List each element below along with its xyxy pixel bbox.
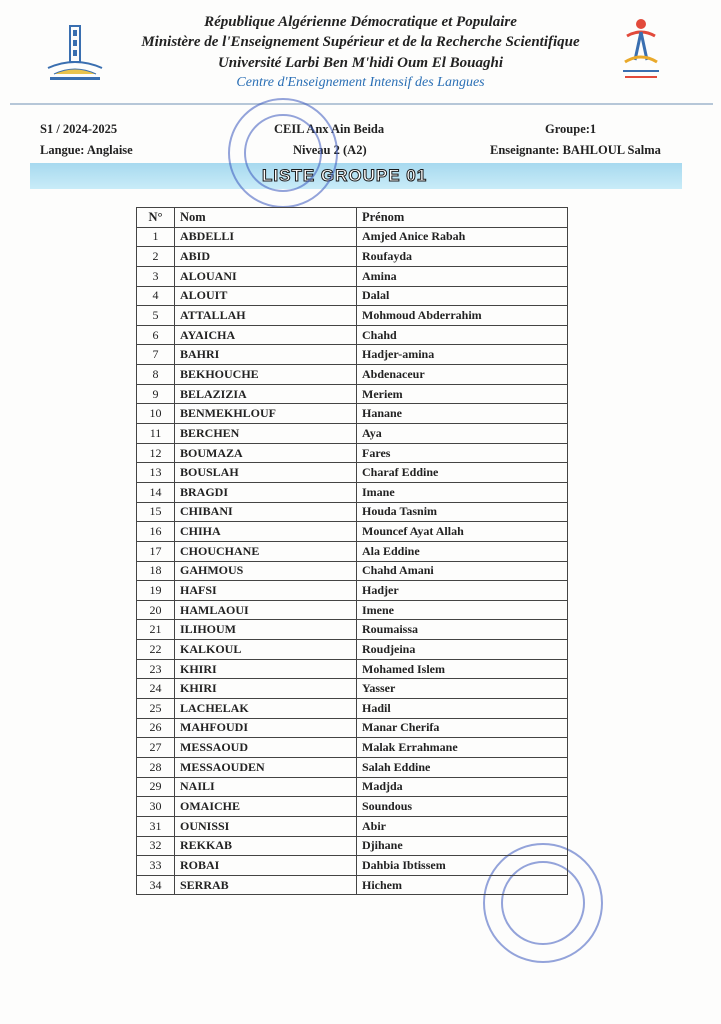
row-nom: AYAICHA: [175, 325, 357, 345]
row-prenom: Soundous: [357, 797, 568, 817]
table-row: [137, 561, 568, 581]
level: Niveau 2 (A2): [293, 143, 367, 157]
group: Groupe:1: [545, 122, 597, 136]
table-row: [137, 620, 568, 640]
row-nom: KALKOUL: [175, 640, 357, 660]
row-nom: ATTALLAH: [175, 306, 357, 326]
row-number: 24: [137, 679, 175, 699]
row-nom: KHIRI: [175, 659, 357, 679]
row-number: 14: [137, 482, 175, 502]
row-prenom: Amjed Anice Rabah: [357, 227, 568, 247]
row-number: 17: [137, 541, 175, 561]
row-prenom: Salah Eddine: [357, 757, 568, 777]
header-nom: Nom: [175, 208, 357, 228]
table-row: [137, 699, 568, 719]
center-annex: CEIL Anx Ain Beida: [274, 122, 385, 136]
header-center: Centre d'Enseignement Intensif des Langues: [236, 75, 485, 90]
row-number: 30: [137, 797, 175, 817]
table-row: [137, 502, 568, 522]
list-title: LISTE GROUPE 01: [262, 166, 428, 185]
table-row: [137, 306, 568, 326]
table-row: [137, 227, 568, 247]
row-prenom: Aya: [357, 424, 568, 444]
table-row: [137, 679, 568, 699]
table-row: [137, 247, 568, 267]
row-prenom: Dalal: [357, 286, 568, 306]
row-nom: REKKAB: [175, 836, 357, 856]
table-row: [137, 581, 568, 601]
row-prenom: Ala Eddine: [357, 541, 568, 561]
row-number: 6: [137, 325, 175, 345]
semester: S1 / 2024-2025: [40, 122, 118, 136]
row-number: 16: [137, 522, 175, 542]
teacher: Enseignante: BAHLOUL Salma: [490, 143, 661, 157]
row-number: 34: [137, 875, 175, 895]
row-nom: BRAGDI: [175, 482, 357, 502]
table-row: [137, 659, 568, 679]
header-ministry: Ministère de l'Enseignement Supérieur et de la Recherche Scientifique: [141, 34, 580, 50]
row-number: 20: [137, 600, 175, 620]
table-row: [137, 797, 568, 817]
row-number: 26: [137, 718, 175, 738]
row-nom: ALOUANI: [175, 266, 357, 286]
row-number: 19: [137, 581, 175, 601]
row-prenom: Houda Tasnim: [357, 502, 568, 522]
row-nom: HAFSI: [175, 581, 357, 601]
row-nom: ROBAI: [175, 856, 357, 876]
row-nom: ABDELLI: [175, 227, 357, 247]
row-number: 21: [137, 620, 175, 640]
row-nom: BEKHOUCHE: [175, 365, 357, 385]
row-nom: ALOUIT: [175, 286, 357, 306]
table-row: [137, 757, 568, 777]
row-prenom: Chahd Amani: [357, 561, 568, 581]
student-table: [136, 207, 568, 895]
row-prenom: Hadjer-amina: [357, 345, 568, 365]
row-prenom: Fares: [357, 443, 568, 463]
table-row: [137, 738, 568, 758]
table-row: [137, 443, 568, 463]
row-nom: ABID: [175, 247, 357, 267]
language: Langue: Anglaise: [40, 143, 133, 157]
row-number: 31: [137, 816, 175, 836]
row-prenom: Yasser: [357, 679, 568, 699]
table-row: [137, 777, 568, 797]
row-prenom: Mouncef Ayat Allah: [357, 522, 568, 542]
row-prenom: Mohmoud Abderrahim: [357, 306, 568, 326]
row-prenom: Djihane: [357, 836, 568, 856]
row-number: 12: [137, 443, 175, 463]
row-prenom: Meriem: [357, 384, 568, 404]
row-prenom: Hichem: [357, 875, 568, 895]
row-nom: BERCHEN: [175, 424, 357, 444]
row-prenom: Roudjeina: [357, 640, 568, 660]
row-number: 28: [137, 757, 175, 777]
table-row: [137, 286, 568, 306]
row-prenom: Chahd: [357, 325, 568, 345]
table-row: [137, 640, 568, 660]
table-row: [137, 600, 568, 620]
row-prenom: Dahbia Ibtissem: [357, 856, 568, 876]
row-nom: MAHFOUDI: [175, 718, 357, 738]
table-header-row: [137, 208, 568, 228]
row-number: 10: [137, 404, 175, 424]
row-number: 2: [137, 247, 175, 267]
table-row: [137, 463, 568, 483]
row-number: 27: [137, 738, 175, 758]
row-number: 23: [137, 659, 175, 679]
table-row: [137, 718, 568, 738]
header-num: N°: [137, 208, 175, 228]
row-prenom: Hadil: [357, 699, 568, 719]
table-row: [137, 816, 568, 836]
row-prenom: Roufayda: [357, 247, 568, 267]
header-divider: [10, 103, 713, 105]
stamp-top: [228, 98, 338, 208]
row-number: 1: [137, 227, 175, 247]
row-nom: KHIRI: [175, 679, 357, 699]
row-number: 13: [137, 463, 175, 483]
table-row: [137, 541, 568, 561]
row-nom: HAMLAOUI: [175, 600, 357, 620]
table-row: [137, 482, 568, 502]
row-prenom: Charaf Eddine: [357, 463, 568, 483]
row-nom: GAHMOUS: [175, 561, 357, 581]
row-nom: BENMEKHLOUF: [175, 404, 357, 424]
row-nom: NAILI: [175, 777, 357, 797]
row-nom: BELAZIZIA: [175, 384, 357, 404]
row-number: 33: [137, 856, 175, 876]
row-number: 5: [137, 306, 175, 326]
row-number: 32: [137, 836, 175, 856]
table-row: [137, 365, 568, 385]
row-nom: BOUMAZA: [175, 443, 357, 463]
row-nom: SERRAB: [175, 875, 357, 895]
row-nom: OUNISSI: [175, 816, 357, 836]
row-nom: OMAICHE: [175, 797, 357, 817]
row-prenom: Hanane: [357, 404, 568, 424]
row-prenom: Manar Cherifa: [357, 718, 568, 738]
header-prenom: Prénom: [357, 208, 568, 228]
row-number: 22: [137, 640, 175, 660]
row-nom: ILIHOUM: [175, 620, 357, 640]
row-number: 15: [137, 502, 175, 522]
row-nom: MESSAOUDEN: [175, 757, 357, 777]
row-nom: BOUSLAH: [175, 463, 357, 483]
row-prenom: Imene: [357, 600, 568, 620]
letterhead: [0, 0, 721, 110]
row-prenom: Mohamed Islem: [357, 659, 568, 679]
row-number: 4: [137, 286, 175, 306]
row-prenom: Abir: [357, 816, 568, 836]
row-prenom: Amina: [357, 266, 568, 286]
row-prenom: Imane: [357, 482, 568, 502]
row-nom: CHOUCHANE: [175, 541, 357, 561]
row-prenom: Malak Errahmane: [357, 738, 568, 758]
row-number: 3: [137, 266, 175, 286]
row-nom: BAHRI: [175, 345, 357, 365]
row-prenom: Abdenaceur: [357, 365, 568, 385]
row-nom: MESSAOUD: [175, 738, 357, 758]
table-row: [137, 345, 568, 365]
row-prenom: Roumaissa: [357, 620, 568, 640]
row-prenom: Hadjer: [357, 581, 568, 601]
table-row: [137, 384, 568, 404]
row-number: 25: [137, 699, 175, 719]
table-row: [137, 266, 568, 286]
row-nom: LACHELAK: [175, 699, 357, 719]
table-row: [137, 875, 568, 895]
header-republic: République Algérienne Démocratique et Populaire: [204, 14, 517, 30]
row-number: 29: [137, 777, 175, 797]
table-row: [137, 325, 568, 345]
row-number: 7: [137, 345, 175, 365]
row-number: 18: [137, 561, 175, 581]
table-row: [137, 424, 568, 444]
table-row: [137, 404, 568, 424]
row-number: 9: [137, 384, 175, 404]
row-nom: CHIBANI: [175, 502, 357, 522]
table-row: [137, 836, 568, 856]
ceil-logo-icon: [615, 16, 667, 88]
row-number: 8: [137, 365, 175, 385]
table-row: [137, 856, 568, 876]
table-row: [137, 522, 568, 542]
row-prenom: Madjda: [357, 777, 568, 797]
header-university: Université Larbi Ben M'hidi Oum El Bouaghi: [217, 55, 504, 71]
row-number: 11: [137, 424, 175, 444]
row-nom: CHIHA: [175, 522, 357, 542]
